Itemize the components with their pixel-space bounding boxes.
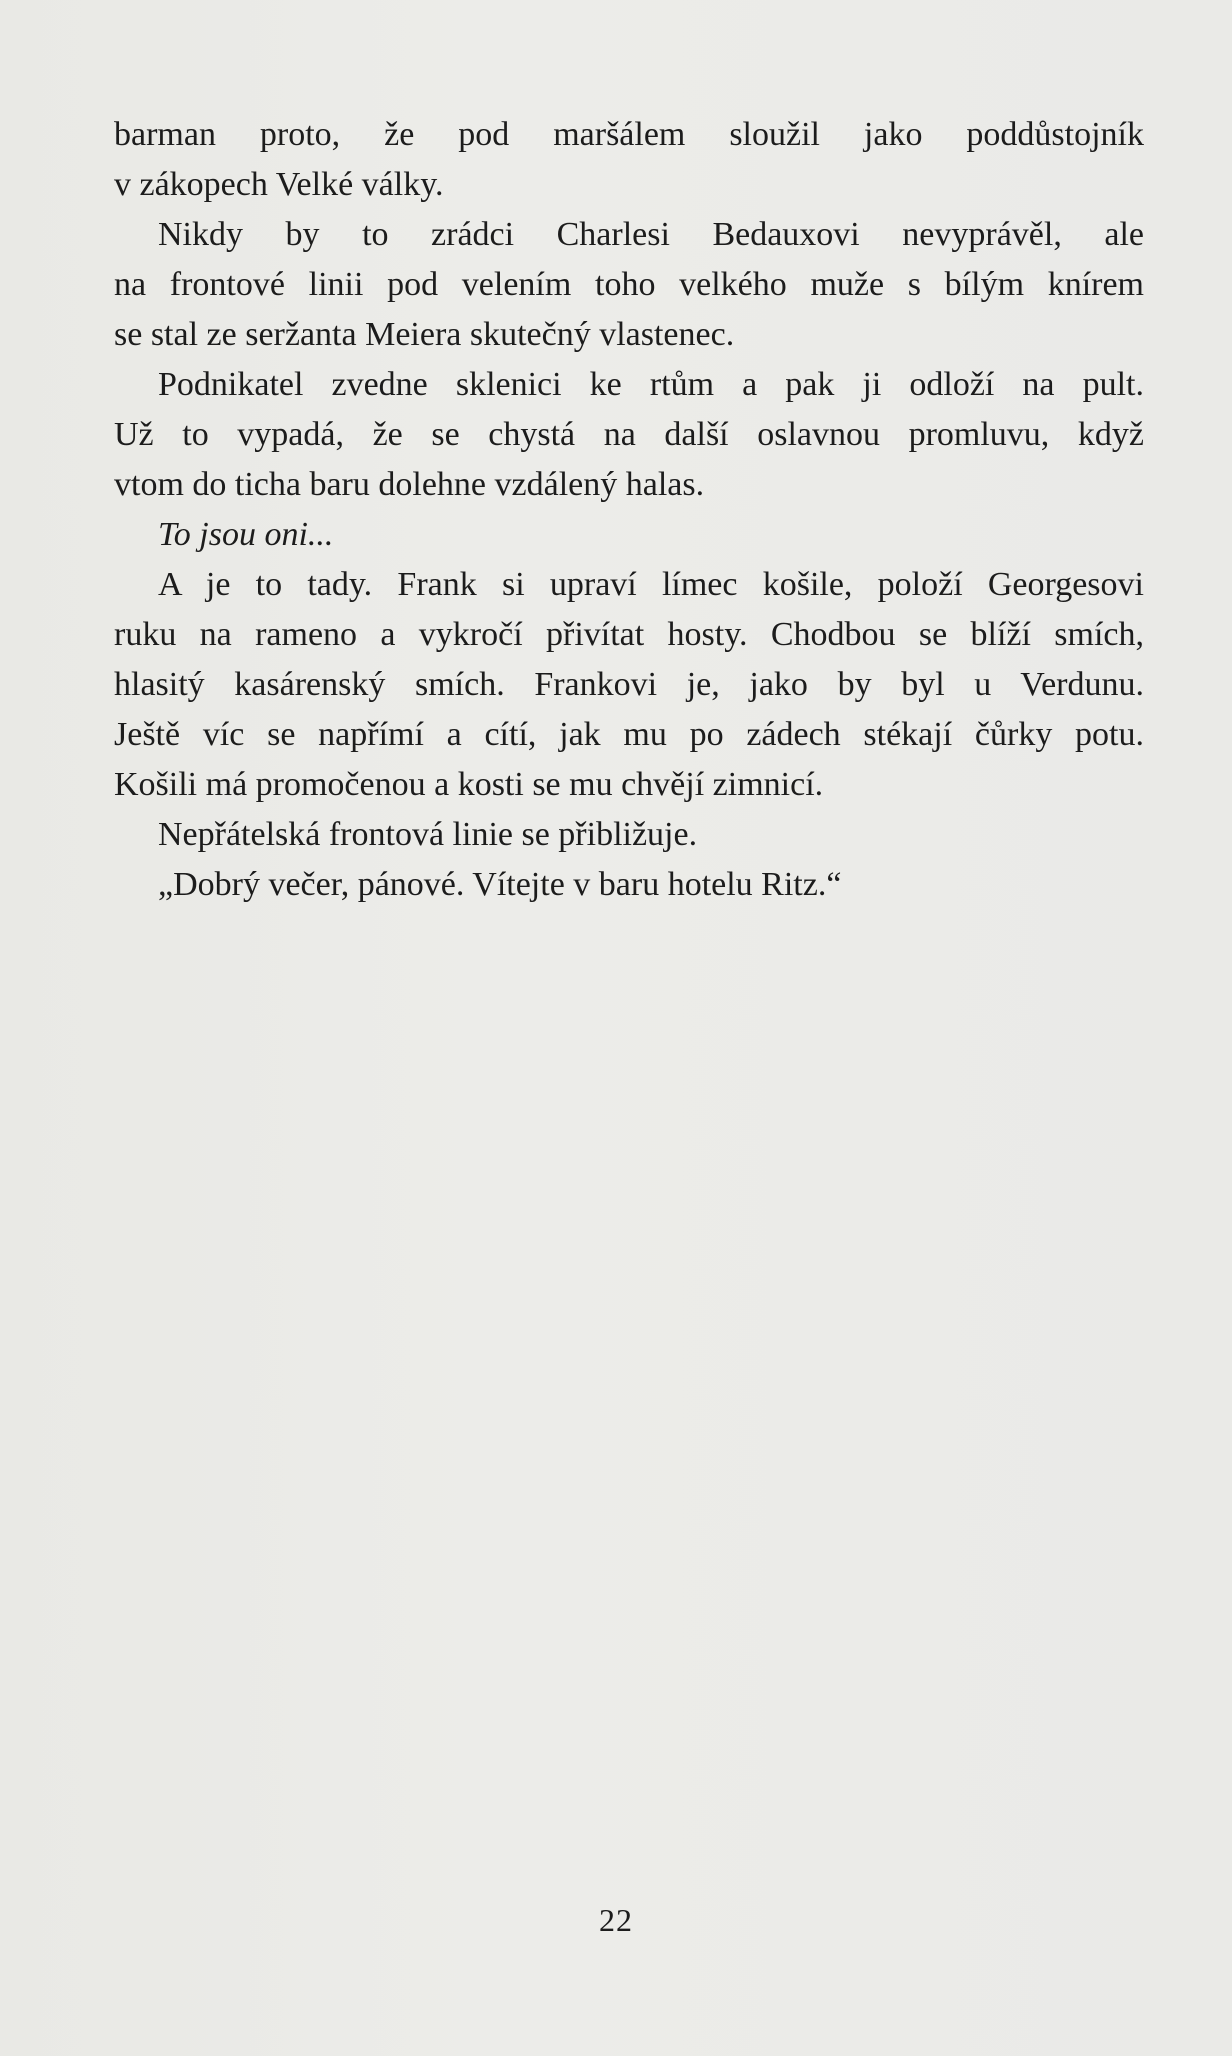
page-number: 22	[599, 1902, 633, 1938]
text-line: Košili má promočenou a kosti se mu chvějí zimnicí.	[114, 766, 824, 803]
text-line: barman proto, že pod maršálem sloužil jako poddůstojník	[114, 116, 1144, 153]
text-line: Podnikatel zvedne sklenici ke rtům a pak ji odloží na pult.	[158, 366, 1144, 403]
body-text	[114, 110, 1144, 910]
text-line: hlasitý kasárenský smích. Frankovi je, jako by byl u Verdunu.	[114, 666, 1144, 703]
text-line: Už to vypadá, že se chystá na další oslavnou promluvu, když	[114, 416, 1144, 453]
text-line: se stal ze seržanta Meiera skutečný vlastenec.	[114, 316, 735, 353]
text-line: Ještě víc se napřímí a cítí, jak mu po zádech stékají čůrky potu.	[114, 716, 1144, 753]
text-line: vtom do ticha baru dolehne vzdálený halas.	[114, 466, 705, 503]
text-line: ruku na rameno a vykročí přivítat hosty. Chodbou se blíží smích,	[114, 616, 1144, 653]
text-line: Nepřátelská frontová linie se přibližuje.	[158, 816, 698, 853]
text-line: „Dobrý večer, pánové. Vítejte v baru hotelu Ritz.“	[158, 866, 842, 903]
text-line: A je to tady. Frank si upraví límec košile, položí Georgesovi	[158, 566, 1144, 603]
text-line: v zákopech Velké války.	[114, 166, 444, 203]
text-line: Nikdy by to zrádci Charlesi Bedauxovi nevyprávěl, ale	[158, 216, 1144, 253]
text-line: na frontové linii pod velením toho velkého muže s bílým knírem	[114, 266, 1144, 303]
text-line: To jsou oni...	[158, 516, 334, 553]
